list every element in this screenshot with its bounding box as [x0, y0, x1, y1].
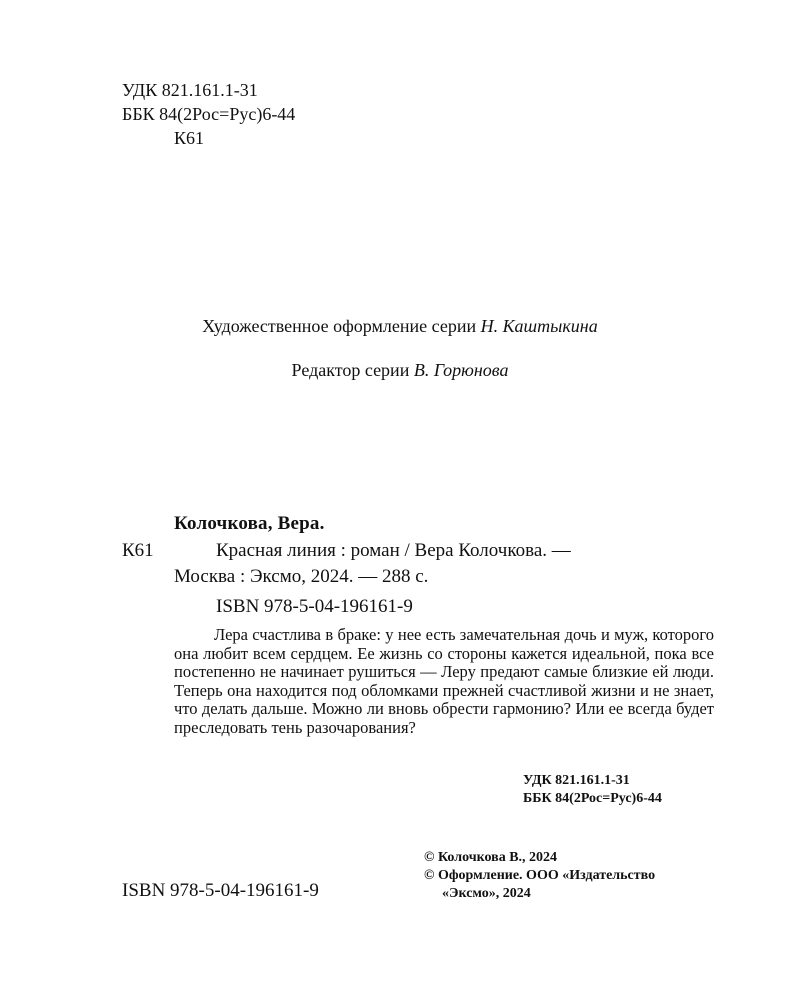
bibliographic-index: К61: [122, 540, 154, 561]
bibliographic-publisher-line: Москва : Эксмо, 2024. — 288 с.: [174, 566, 429, 587]
small-classification-block: [523, 772, 662, 808]
editor-credit-label: Редактор серии: [291, 360, 410, 380]
copyright-author: © Колочкова В., 2024: [424, 850, 558, 865]
editor-credit: [0, 360, 800, 381]
small-bbk-code: ББК 84(2Рос=Рус)6-44: [523, 791, 662, 806]
author-mark: К61: [174, 128, 205, 148]
copyright-block: [424, 849, 655, 903]
design-credit-label: Художественное оформление серии: [202, 316, 477, 336]
copyright-design: © Оформление. ООО «Издательство: [424, 868, 656, 883]
classification-block: [122, 78, 295, 150]
editor-credit-name: В. Горюнова: [413, 360, 509, 380]
footer-isbn: ISBN 978-5-04-196161-9: [122, 880, 319, 901]
design-credit: [0, 316, 800, 337]
bibliographic-isbn: ISBN 978-5-04-196161-9: [216, 596, 413, 617]
bibliographic-title-line: Красная линия : роман / Вера Колочкова. —: [216, 540, 571, 561]
small-udk-code: УДК 821.161.1-31: [523, 773, 630, 788]
bbk-code: ББК 84(2Рос=Рус)6-44: [122, 104, 296, 124]
copyright-publisher: «Эксмо», 2024: [442, 886, 531, 901]
udk-code: УДК 821.161.1-31: [122, 80, 258, 100]
bibliographic-author: Колочкова, Вера.: [174, 513, 325, 534]
book-annotation: Лера счастлива в браке: у нее есть замечательная дочь и муж, которого она любит всем сердцем. Ее жизнь со стороны кажется идеальной, пока все постепенно не начинает рушиться — Леру предают самые близкие ей люди. Теперь она находится под обломками прежней счастливой жизни и не знает, что делать дальше. Можно ли вновь обрести гармонию? Или ее всегда будет преследовать тень разочарования?: [174, 625, 714, 737]
design-credit-name: Н. Каштыкина: [480, 316, 598, 336]
